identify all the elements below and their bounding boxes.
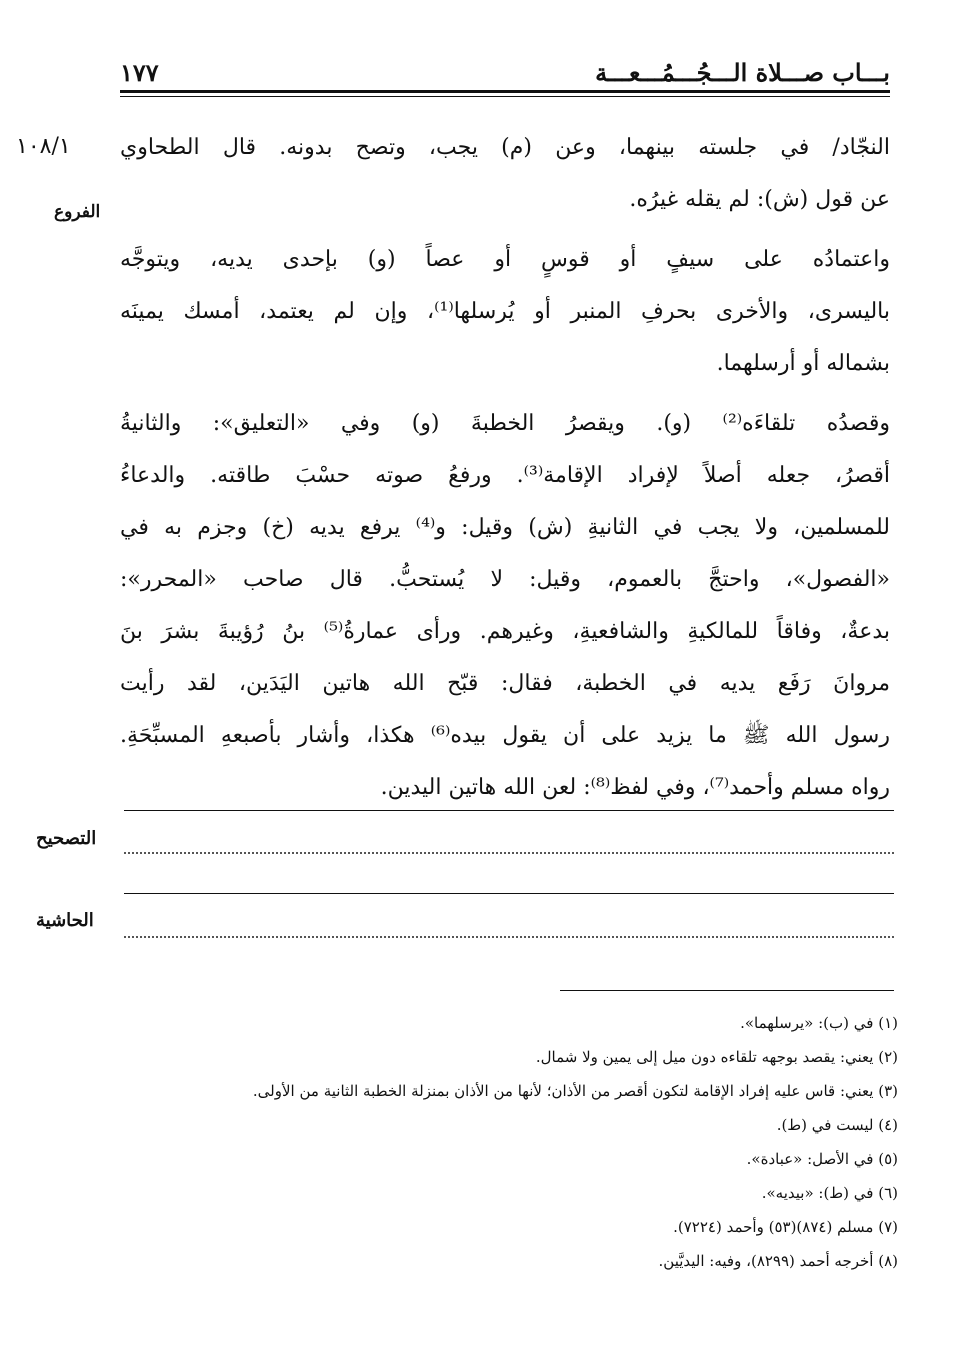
text-line: للمسلمين، ولا يجب في الثانيةِ (ش) وقيل: و⁽⁴⁾ يرفع يديه (خ) وجزم به في — [120, 515, 891, 540]
text-line: واعتمادُه على سيفٍ أو قوسٍ أو عصاً (و) بإحدى يديه، ويتوجَّه — [120, 247, 890, 272]
margin-book-label: الفروع — [54, 202, 101, 222]
text-line: بشماله أو أرسلهما. — [716, 351, 890, 376]
footnote-separator — [560, 990, 894, 991]
footnote: (٨) أخرجه أحمد (٨٢٩٩)، وفيه: اليديَّين. — [658, 1252, 898, 1270]
header-rule-thin — [120, 96, 890, 97]
main-text — [120, 122, 890, 814]
text-line: رواه مسلم وأحمد⁽⁷⁾، وفي لفظ⁽⁸⁾: لعن الله هاتين اليدين. — [380, 775, 890, 800]
annotation-dotted-line — [124, 936, 894, 938]
text-line: أقصرُ، جعله أصلاً لإفراد الإقامة⁽³⁾. ورفعُ صوته حسْبَ طاقته. والدعاءُ — [120, 463, 890, 488]
text-line: مروانَ رَفَع يديه في الخطبة، فقال: قبّح الله هاتين اليَدَين، لقد رأيت — [120, 671, 890, 696]
text-line: بدعةٌ، وفاقاً للمالكيةِ والشافعيةِ، وغيرهم. ورأى عمارةُ⁽⁵⁾ بنُ رُؤيبةَ بشرَ بنَ — [120, 619, 891, 644]
correction-box-top-rule — [124, 810, 894, 811]
header-rule-thick — [120, 90, 890, 93]
text-line: رسول الله ﷺ ما يزيد على أن يقول بيده⁽⁶⁾ هكذا، وأشار بأصبعهِ المسبِّحَةِ. — [120, 723, 890, 748]
chapter-title: بـــاب صـــلاة الـــجُـــمُـــعـــة — [595, 58, 890, 87]
correction-dotted-line — [124, 852, 894, 854]
annotation-box-top-rule — [124, 893, 894, 894]
footnotes — [120, 1006, 898, 1278]
footnote: (٥) في الأصل: «عبادة». — [746, 1150, 898, 1168]
correction-label: التصحيح — [36, 828, 97, 849]
footnote: (٣) يعني: قاس عليه إفراد الإقامة لتكون أقصر من الأذان؛ لأنها من الأذان بمنزلة الخطبة الثانية من الأولى. — [252, 1082, 898, 1100]
footnote: (٤) ليست في (ط). — [776, 1116, 898, 1134]
page-header — [120, 58, 890, 92]
text-line: باليسرى، والأخرى بحرفِ المنبر أو يُرسلها⁽¹⁾، وإن لم يعتمد، أمسك يمينَه — [120, 299, 890, 324]
footnote: (٧) مسلم (٨٧٤)(٥٣) وأحمد (٧٢٢٤). — [673, 1218, 898, 1236]
text-line: «الفصول»، واحتجَّ بالعموم، وقيل: لا يُستحبُّ. قال صاحب «المحرر»: — [120, 567, 890, 592]
footnote: (٢) يعني: يقصد بوجهه تلقاءه دون ميل إلى يمين ولا شمال. — [535, 1048, 898, 1066]
page-number: ١٧٧ — [120, 58, 159, 87]
annotation-label: الحاشية — [36, 910, 94, 931]
text-line: النجّاد/ في جلسته بينهما، وعن (م) يجب، وتصح بدونه. قال الطحاوي — [120, 135, 890, 160]
footnote: (١) في (ب): «يرسلهما». — [740, 1014, 898, 1032]
text-line: وقصدُه تلقاءَه⁽²⁾ (و). ويقصرُ الخطبةَ (و) وفي «التعليق»: والثانيةُ — [120, 411, 890, 436]
footnote: (٦) في (ط): «بيديه». — [761, 1184, 898, 1202]
margin-volume-reference: ١٠٨/١ — [16, 134, 71, 159]
text-line: عن قول (ش): لم يقله غيرُه. — [629, 187, 890, 212]
